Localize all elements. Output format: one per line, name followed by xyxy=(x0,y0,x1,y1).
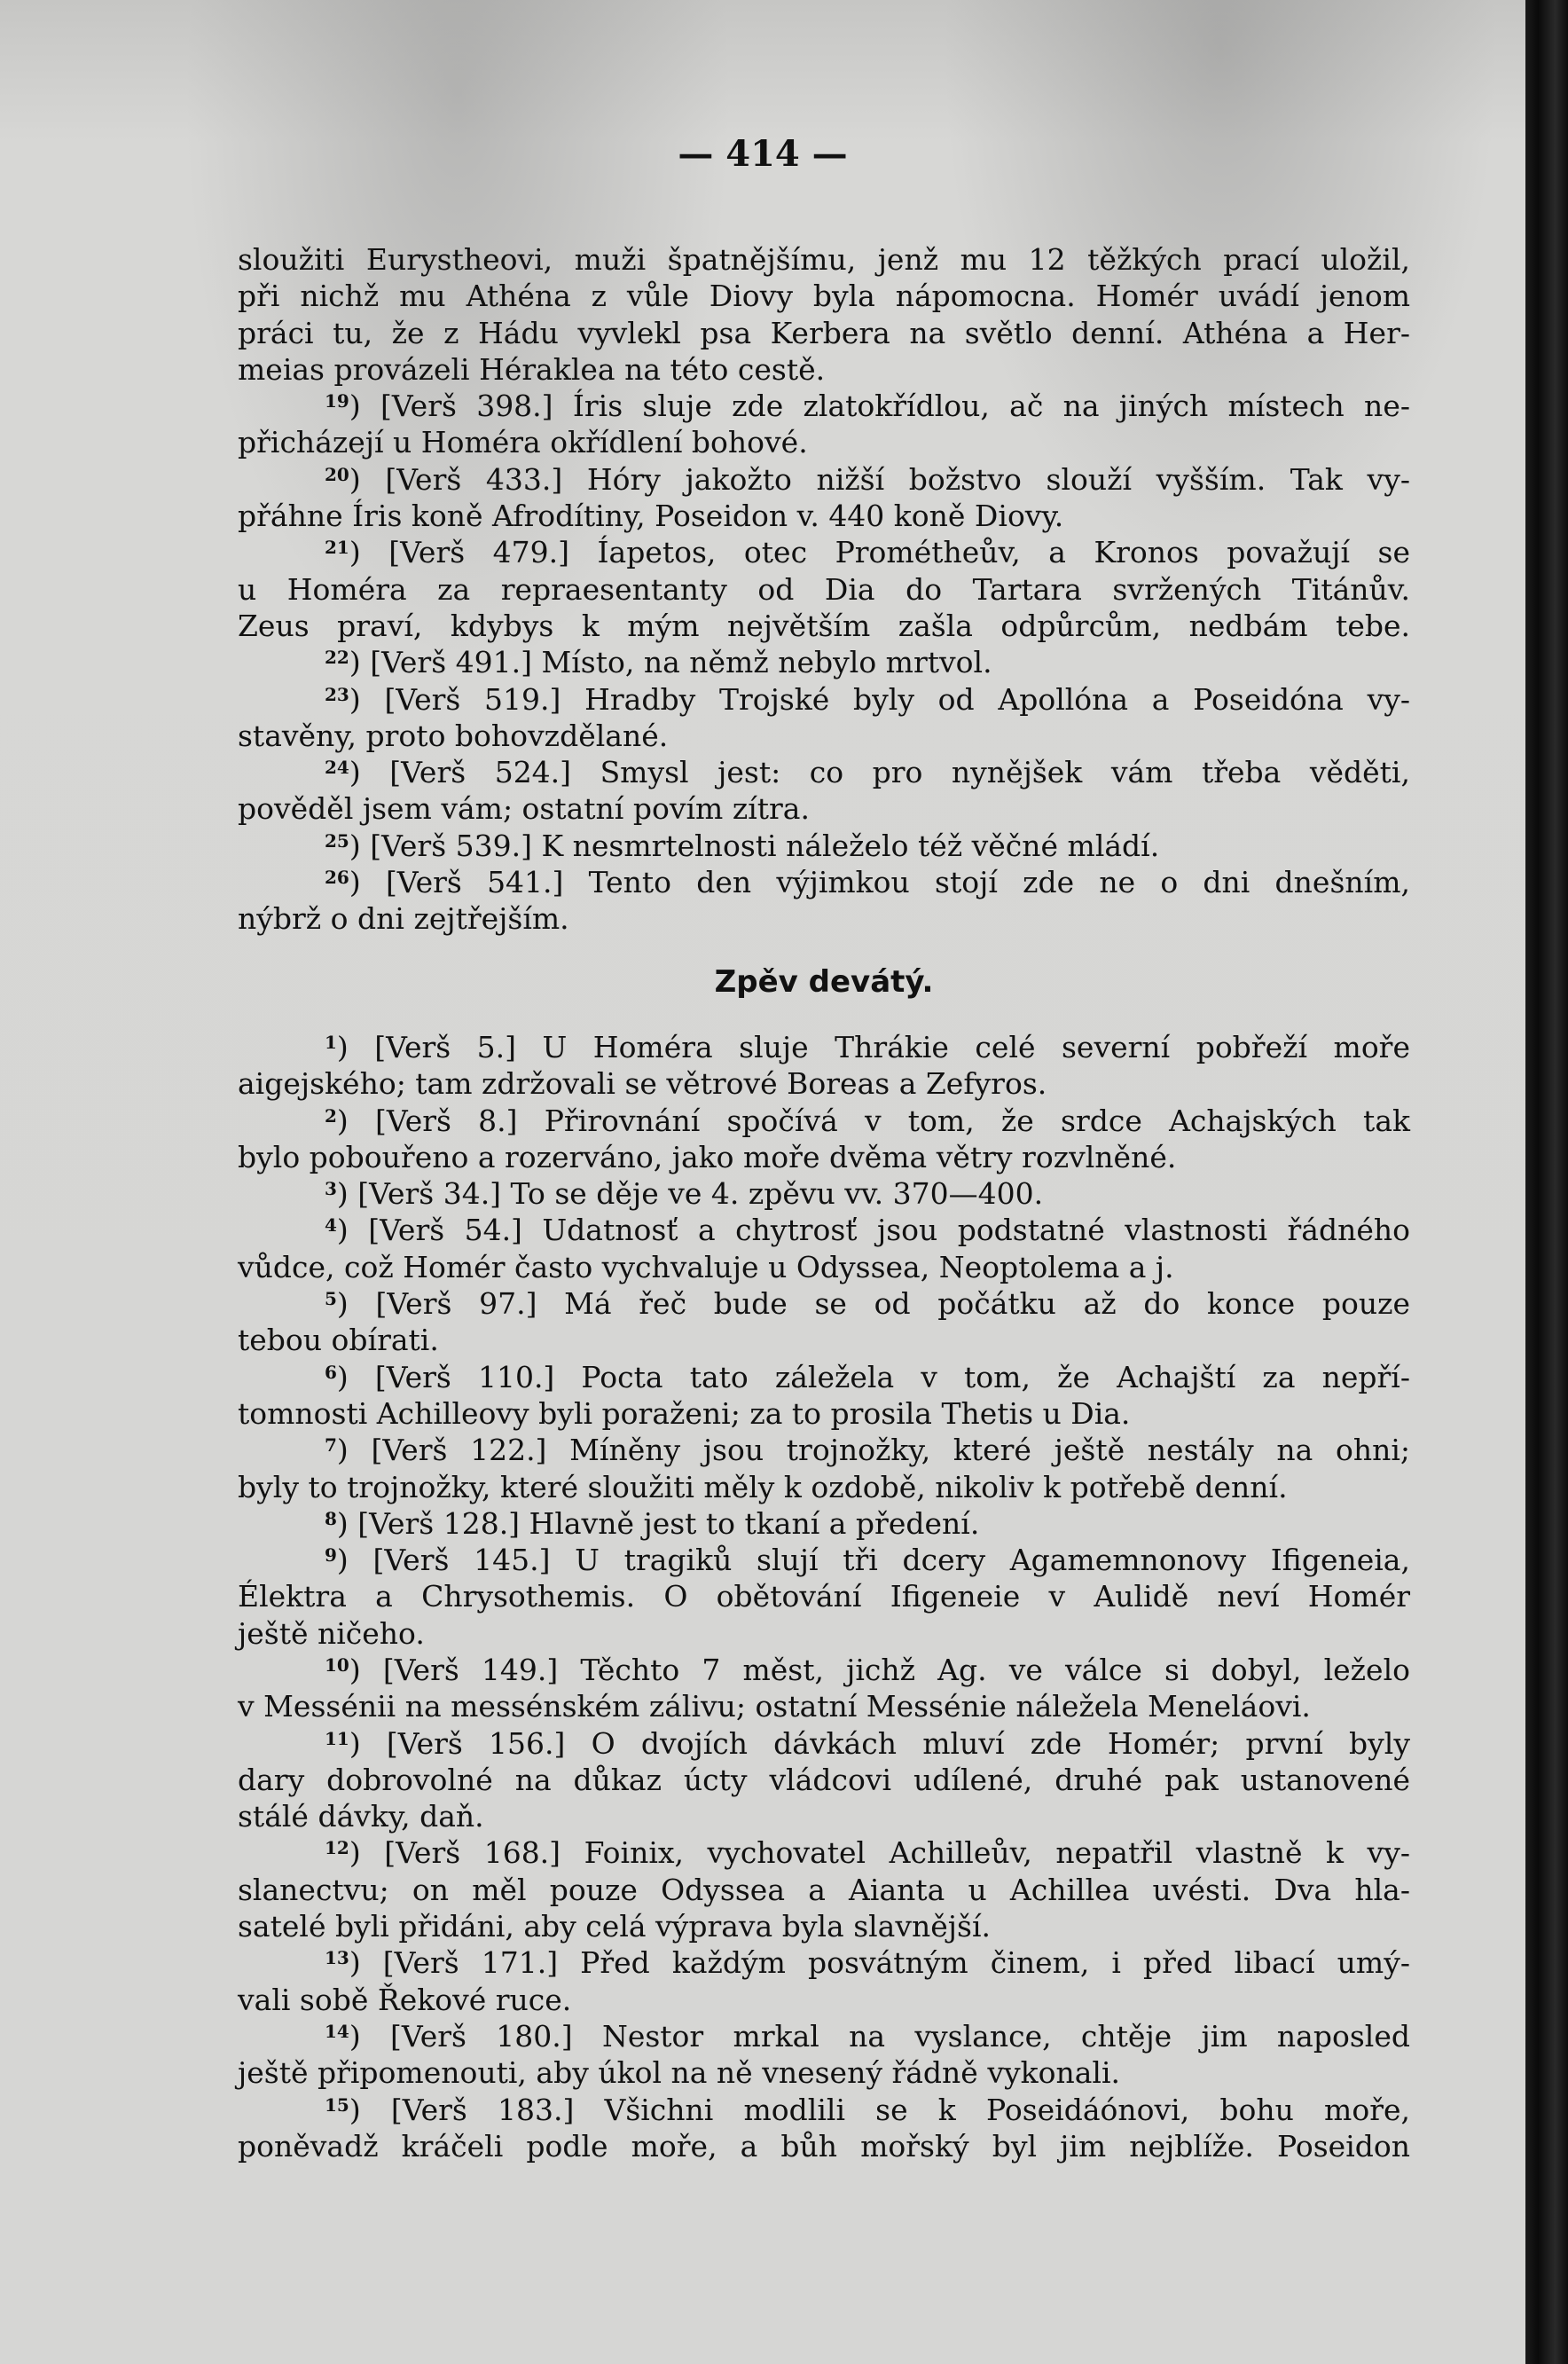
note-number: 8 xyxy=(325,1507,337,1529)
note-number: 20 xyxy=(325,463,349,485)
note-number: 10 xyxy=(325,1653,349,1676)
footnote-8: $^8$) [Verš 128.] Hlavně jest to tkaní a předení. xyxy=(325,1505,980,1541)
footnote-10: $^{10}$) [Verš 149.] Těchto 7 měst, jichž Ag. ve válce si dobyl, leželo xyxy=(325,1652,1410,1687)
footnote-line: satelé byli přidáni, aby celá výprava byla slavnější. xyxy=(238,1909,991,1944)
note-number: 7 xyxy=(325,1434,337,1457)
footnote-line: aigejského; tam zdržovali se větrové Boreas a Zefyros. xyxy=(238,1066,1047,1102)
note-number: 25 xyxy=(325,829,349,852)
footnote-9: $^9$) [Verš 145.] U tragiků slují tři dcery Agamemnonovy Ifigeneia, xyxy=(325,1543,1410,1578)
footnote-line: Élektra a Chrysothemis. O obětování Ifigeneie v Aulidě neví Homér xyxy=(238,1579,1410,1614)
footnote-4: $^4$) [Verš 54.] Udatnosť a chytrosť jsou podstatné vlastnosti řádného xyxy=(325,1213,1410,1248)
page-body xyxy=(238,241,1410,2164)
footnote-19: $^{19}$) [Verš 398.] Íris sluje zde zlatokřídlou, ač na jiných místech ne- xyxy=(325,389,1410,424)
footnote-line: tebou obírati. xyxy=(238,1323,439,1358)
note-number: 1 xyxy=(325,1031,337,1053)
footnote-line: přáhne Íris koně Afrodítiny, Poseidon v. 440 koně Diovy. xyxy=(238,499,1064,534)
footnote-12: $^{12}$) [Verš 168.] Foinix, vychovatel Achilleův, nepatřil vlastně k vy- xyxy=(325,1835,1410,1871)
note-number: 22 xyxy=(325,647,349,669)
footnote-11: $^{11}$) [Verš 156.] O dvojích dávkách mluví zde Homér; první byly xyxy=(325,1725,1410,1761)
footnote-line: poněvadž kráčeli podle moře, a bůh mořský byl jim nejblíže. Poseidon xyxy=(238,2128,1410,2164)
note-number: 11 xyxy=(325,1727,349,1749)
note-number: 5 xyxy=(325,1288,337,1310)
footnote-21: $^{21}$) [Verš 479.] Íapetos, otec Prométheův, a Kronos považují se xyxy=(325,535,1410,570)
footnote-line: tomnosti Achilleovy byli poraženi; za to prosila Thetis u Dia. xyxy=(238,1395,1131,1431)
page-edge-shadow xyxy=(1525,0,1568,2364)
body-line: při nichž mu Athéna z vůle Diovy byla nápomocna. Homér uvádí jenom xyxy=(238,279,1410,314)
note-number: 24 xyxy=(325,757,349,779)
footnote-14: $^{14}$) [Verš 180.] Nestor mrkal na vyslance, chtěje jim naposled xyxy=(325,2018,1410,2054)
note-number: 2 xyxy=(325,1104,337,1127)
note-number: 26 xyxy=(325,867,349,889)
note-number: 21 xyxy=(325,537,349,559)
note-number: 23 xyxy=(325,683,349,705)
footnote-line: stavěny, proto bohovzdělané. xyxy=(238,718,669,753)
footnote-6: $^6$) [Verš 110.] Pocta tato záležela v tom, že Achajští za nepří- xyxy=(325,1359,1410,1394)
footnote-22: $^{22}$) [Verš 491.] Místo, na němž nebylo mrtvol. xyxy=(325,645,992,680)
note-number: 9 xyxy=(325,1544,337,1567)
body-line: meias provázeli Héraklea na této cestě. xyxy=(238,351,826,387)
section-heading: Zpěv devátý. xyxy=(714,963,934,1000)
note-number: 19 xyxy=(325,390,349,412)
footnote-24: $^{24}$) [Verš 524.] Smysl jest: co pro nynějšek vám třeba věděti, xyxy=(325,755,1410,790)
footnote-line: byly to trojnožky, které sloužiti měly k ozdobě, nikoliv k potřebě denní. xyxy=(238,1469,1288,1504)
footnote-line: Zeus praví, kdybys k mým největším zašla odpůrcům, nedbám tebe. xyxy=(238,608,1410,643)
footnote-26: $^{26}$) [Verš 541.] Tento den výjimkou stojí zde ne o dni dnešním, xyxy=(325,865,1410,900)
footnote-line: v Messénii na messénském zálivu; ostatní Messénie náležela Meneláovi. xyxy=(238,1689,1311,1724)
footnote-line: přicházejí u Homéra okřídlení bohové. xyxy=(238,425,808,460)
footnote-3: $^3$) [Verš 34.] To se děje ve 4. zpěvu vv. 370—400. xyxy=(325,1176,1044,1212)
footnote-15: $^{15}$) [Verš 183.] Všichni modlili se k Poseidáónovi, bohu moře, xyxy=(325,2092,1410,2127)
note-number: 15 xyxy=(325,2093,349,2116)
note-number: 4 xyxy=(325,1214,337,1237)
footnote-line: vůdce, což Homér často vychvaluje u Odyssea, Neoptolema a j. xyxy=(238,1249,1174,1284)
footnote-line: slanectvu; on měl pouze Odyssea a Aianta u Achillea uvésti. Dva hla- xyxy=(238,1872,1410,1907)
footnote-line: bylo pobouřeno a rozerváno, jako moře dvěma větry rozvlněné. xyxy=(238,1139,1177,1174)
note-number: 6 xyxy=(325,1361,337,1383)
footnote-line: ještě připomenouti, aby úkol na ně vnesený řádně vykonali. xyxy=(238,2055,1120,2091)
footnote-13: $^{13}$) [Verš 171.] Před každým posvátným činem, i před libací umý- xyxy=(325,1945,1410,1981)
footnote-line: u Homéra za repraesentanty od Dia do Tartara svržených Titánův. xyxy=(238,571,1410,607)
footnote-7: $^7$) [Verš 122.] Míněny jsou trojnožky, které ještě nestály na ohni; xyxy=(325,1433,1410,1468)
footnote-23: $^{23}$) [Verš 519.] Hradby Trojské byly od Apollóna a Poseidóna vy- xyxy=(325,681,1411,717)
note-number: 13 xyxy=(325,1947,349,1969)
footnote-line: nýbrž o dni zejtřejším. xyxy=(238,901,569,937)
footnote-2: $^2$) [Verš 8.] Přirovnání spočívá v tom, že srdce Achajských tak xyxy=(325,1103,1410,1138)
note-number: 12 xyxy=(325,1837,349,1859)
body-line: sloužiti Eurystheovi, muži špatnějšímu, jenž mu 12 těžkých prací uložil, xyxy=(238,242,1410,277)
footnote-line: dary dobrovolné na důkaz úcty vládcovi udílené, druhé pak ustanovené xyxy=(238,1762,1410,1797)
footnote-line: pověděl jsem vám; ostatní povím zítra. xyxy=(238,791,810,827)
footnote-20: $^{20}$) [Verš 433.] Hóry jakožto nižší božstvo slouží vyšším. Tak vy- xyxy=(325,461,1410,497)
footnote-line: stálé dávky, daň. xyxy=(238,1799,484,1834)
footnote-line: ještě ničeho. xyxy=(238,1615,425,1651)
footnote-5: $^5$) [Verš 97.] Má řeč bude se od počátku až do konce pouze xyxy=(325,1286,1410,1322)
page-number: — 414 — xyxy=(678,133,848,175)
footnote-25: $^{25}$) [Verš 539.] K nesmrtelnosti náleželo též věčné mládí. xyxy=(325,828,1160,863)
note-number: 14 xyxy=(325,2020,349,2042)
footnote-1: $^1$) [Verš 5.] U Homéra sluje Thrákie celé severní pobřeží moře xyxy=(325,1029,1410,1064)
note-number: 3 xyxy=(325,1178,337,1200)
body-line: práci tu, že z Hádu vyvlekl psa Kerbera na světlo denní. Athéna a Her- xyxy=(238,315,1410,350)
footnote-line: vali sobě Řekové ruce. xyxy=(238,1982,572,2017)
